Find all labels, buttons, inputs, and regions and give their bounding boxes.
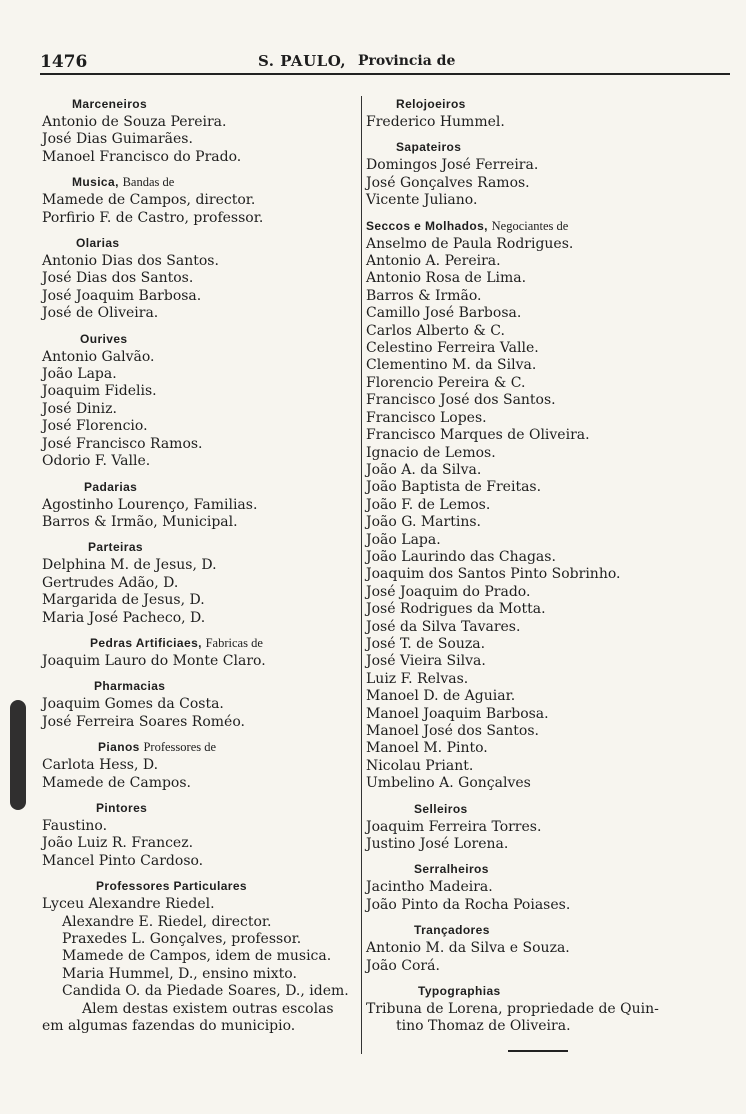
list-item: Lyceu Alexandre Riedel. — [42, 896, 215, 913]
list-item: Maria Hummel, D., ensino mixto. — [62, 965, 297, 982]
page-number: 1476 — [40, 52, 88, 72]
section-heading — [42, 539, 360, 556]
directory-section — [42, 235, 360, 323]
list-item: José da Silva Tavares. — [366, 618, 521, 635]
directory-section — [366, 983, 700, 1036]
running-title: S. PAULO, — [258, 52, 347, 70]
section-heading-text: Relojoeiros — [396, 97, 466, 111]
section-heading — [42, 96, 360, 113]
list-item: Carlos Alberto & C. — [366, 322, 505, 339]
list-item: José Joaquim do Prado. — [366, 583, 531, 600]
end-rule — [508, 1050, 568, 1052]
section-heading — [42, 878, 360, 895]
running-subtitle: Provincia de — [358, 53, 456, 69]
section-heading — [42, 331, 360, 348]
list-item: João Pinto da Rocha Poiases. — [366, 896, 571, 913]
list-item: João Lapa. — [42, 366, 117, 383]
list-item: Antonio Rosa de Lima. — [366, 270, 527, 287]
list-item: Manoel D. de Aguiar. — [366, 688, 516, 705]
directory-section — [42, 878, 360, 1035]
directory-section — [42, 96, 360, 166]
section-heading-text: Professores Particulares — [96, 879, 248, 894]
section-heading-text: Musica, — [72, 175, 119, 190]
directory-section — [42, 539, 360, 627]
list-item: João F. de Lemos. — [366, 496, 491, 513]
list-item: João Baptista de Freitas. — [366, 479, 542, 496]
list-item: Tribuna de Lorena, propriedade de Quin- — [366, 1001, 659, 1018]
directory-section — [42, 739, 360, 792]
list-item: Jacintho Madeira. — [366, 879, 493, 896]
list-item: Alexandre E. Riedel, director. — [62, 913, 272, 930]
list-item: Antonio Dias dos Santos. — [42, 253, 219, 270]
section-heading-tail: Fabricas de — [205, 635, 263, 650]
directory-section — [42, 800, 360, 870]
list-item: José Rodrigues da Motta. — [366, 601, 546, 618]
list-item: Manoel Joaquim Barbosa. — [366, 705, 549, 722]
list-item: Alem destas existem outras escolas — [82, 1000, 334, 1017]
list-item: Joaquim dos Santos Pinto Sobrinho. — [366, 566, 621, 583]
section-heading-tail: Professores de — [143, 740, 217, 755]
section-heading — [366, 218, 700, 235]
section-heading-text: Sapateiros — [396, 140, 462, 155]
section-heading — [366, 922, 700, 939]
section-heading-text: Pedras Artificiaes, — [90, 635, 202, 650]
list-item: Manoel Francisco do Prado. — [42, 148, 242, 165]
list-item: Gertrudes Adão, D. — [42, 574, 179, 591]
list-item: José Florencio. — [42, 418, 148, 435]
list-item: João Corá. — [366, 957, 440, 974]
list-item: Candida O. da Piedade Soares, D., idem. — [62, 983, 349, 1000]
section-heading — [366, 801, 700, 818]
directory-section — [42, 635, 360, 670]
section-heading-tail: Bandas de — [122, 175, 175, 190]
list-item: Nicolau Priant. — [366, 757, 474, 774]
list-item: José Dias Guimarães. — [42, 131, 193, 148]
list-item: Umbelino A. Gonçalves — [366, 775, 531, 792]
directory-section — [366, 801, 700, 854]
page-header — [40, 52, 720, 74]
directory-section — [366, 96, 700, 131]
section-heading-text: Marceneiros — [72, 97, 148, 111]
directory-section — [42, 331, 360, 471]
directory-section — [366, 218, 700, 793]
section-heading-text: Trançadores — [414, 923, 490, 938]
list-item: Antonio Galvão. — [42, 348, 155, 365]
section-heading-text: Ourives — [80, 331, 128, 346]
list-item: Florencio Pereira & C. — [366, 374, 526, 391]
list-item: Mamede de Campos, idem de musica. — [62, 948, 332, 965]
list-item: Ignacio de Lemos. — [366, 444, 496, 461]
section-heading-text: Pharmacias — [94, 679, 166, 694]
list-item: José Joaquim Barbosa. — [42, 287, 202, 304]
list-item: Anselmo de Paula Rodrigues. — [366, 235, 574, 252]
list-item: tino Thomaz de Oliveira. — [396, 1018, 571, 1035]
section-heading — [42, 739, 360, 756]
directory-section — [366, 139, 700, 209]
list-item: Clementino M. da Silva. — [366, 357, 537, 374]
directory-section — [42, 678, 360, 731]
list-item: Antonio A. Pereira. — [366, 253, 501, 270]
section-heading-text: Olarias — [76, 236, 120, 251]
directory-section — [42, 174, 360, 227]
list-item: Francisco Marques de Oliveira. — [366, 427, 590, 444]
list-item: Joaquim Lauro do Monte Claro. — [42, 652, 266, 669]
list-item: Faustino. — [42, 817, 108, 834]
list-item: Mamede de Campos, director. — [42, 192, 256, 209]
list-item: em algumas fazendas do municipio. — [42, 1018, 296, 1035]
list-item: João A. da Silva. — [366, 461, 482, 478]
section-heading-text: Parteiras — [88, 540, 143, 555]
list-item: José Diniz. — [42, 400, 117, 417]
list-item: João Luiz R. Francez. — [42, 835, 194, 852]
section-heading — [42, 174, 360, 191]
list-item: José de Oliveira. — [42, 305, 159, 322]
list-item: Camillo José Barbosa. — [366, 305, 522, 322]
directory-section — [42, 479, 360, 532]
section-heading — [366, 96, 700, 113]
header-rule — [40, 73, 730, 75]
list-item: Celestino Ferreira Valle. — [366, 340, 539, 357]
list-item: Manoel M. Pinto. — [366, 740, 488, 757]
section-heading — [42, 235, 360, 252]
section-heading-text: Padarias — [84, 479, 138, 494]
list-item: Frederico Hummel. — [366, 114, 505, 130]
list-item: José Dias dos Santos. — [42, 270, 194, 287]
list-item: João Laurindo das Chagas. — [366, 548, 556, 565]
list-item: Vicente Juliano. — [366, 192, 478, 209]
section-heading — [366, 861, 700, 878]
list-item: Antonio M. da Silva e Souza. — [366, 940, 570, 957]
list-item: Francisco José dos Santos. — [366, 392, 556, 409]
list-item: Antonio de Souza Pereira. — [42, 114, 227, 130]
section-heading-text: Typographias — [418, 984, 501, 999]
list-item: José Francisco Ramos. — [42, 435, 203, 452]
section-heading — [42, 678, 360, 695]
section-heading-text: Pintores — [96, 800, 148, 815]
list-item: João Lapa. — [366, 531, 441, 548]
section-heading-text: Seccos e Molhados, — [366, 218, 488, 233]
list-item: Margarida de Jesus, D. — [42, 592, 205, 609]
left-column — [42, 96, 360, 1043]
section-heading-text: Selleiros — [414, 801, 468, 816]
list-item: Mancel Pinto Cardoso. — [42, 852, 204, 869]
list-item: João G. Martins. — [366, 514, 481, 531]
list-item: José T. de Souza. — [366, 635, 486, 652]
list-item: Justino José Lorena. — [366, 836, 509, 853]
list-item: Manoel José dos Santos. — [366, 723, 539, 739]
list-item: Carlota Hess, D. — [42, 757, 159, 774]
section-heading — [42, 479, 360, 496]
section-heading — [42, 635, 360, 652]
section-heading-text: Pianos — [98, 740, 140, 755]
list-item: Porfirio F. de Castro, professor. — [42, 209, 264, 226]
list-item: José Vieira Silva. — [366, 653, 486, 670]
list-item: Joaquim Fidelis. — [42, 383, 157, 400]
section-heading-tail: Negociantes de — [491, 218, 569, 233]
list-item: Praxedes L. Gonçalves, professor. — [62, 931, 302, 947]
list-item: Barros & Irmão, Municipal. — [42, 513, 238, 530]
list-item: Domingos José Ferreira. — [366, 157, 539, 174]
section-heading — [366, 983, 700, 1000]
list-item: Joaquim Gomes da Costa. — [42, 696, 224, 713]
list-item: José Gonçalves Ramos. — [366, 174, 530, 191]
right-column — [366, 96, 700, 1052]
binding-shadow — [10, 700, 26, 810]
list-item: Odorio F. Valle. — [42, 453, 151, 470]
directory-section — [366, 922, 700, 975]
list-item: Mamede de Campos. — [42, 774, 191, 791]
section-heading — [42, 800, 360, 817]
section-heading-text: Serralheiros — [414, 862, 489, 877]
list-item: Barros & Irmão. — [366, 287, 482, 304]
section-heading — [366, 139, 700, 156]
list-item: Francisco Lopes. — [366, 409, 487, 426]
list-item: José Ferreira Soares Roméo. — [42, 713, 245, 730]
column-divider — [361, 96, 362, 1054]
directory-section — [366, 861, 700, 914]
list-item: Maria José Pacheco, D. — [42, 609, 206, 626]
list-item: Delphina M. de Jesus, D. — [42, 557, 217, 574]
list-item: Luiz F. Relvas. — [366, 670, 469, 687]
list-item: Agostinho Lourenço, Familias. — [42, 496, 258, 513]
list-item: Joaquim Ferreira Torres. — [366, 818, 542, 835]
